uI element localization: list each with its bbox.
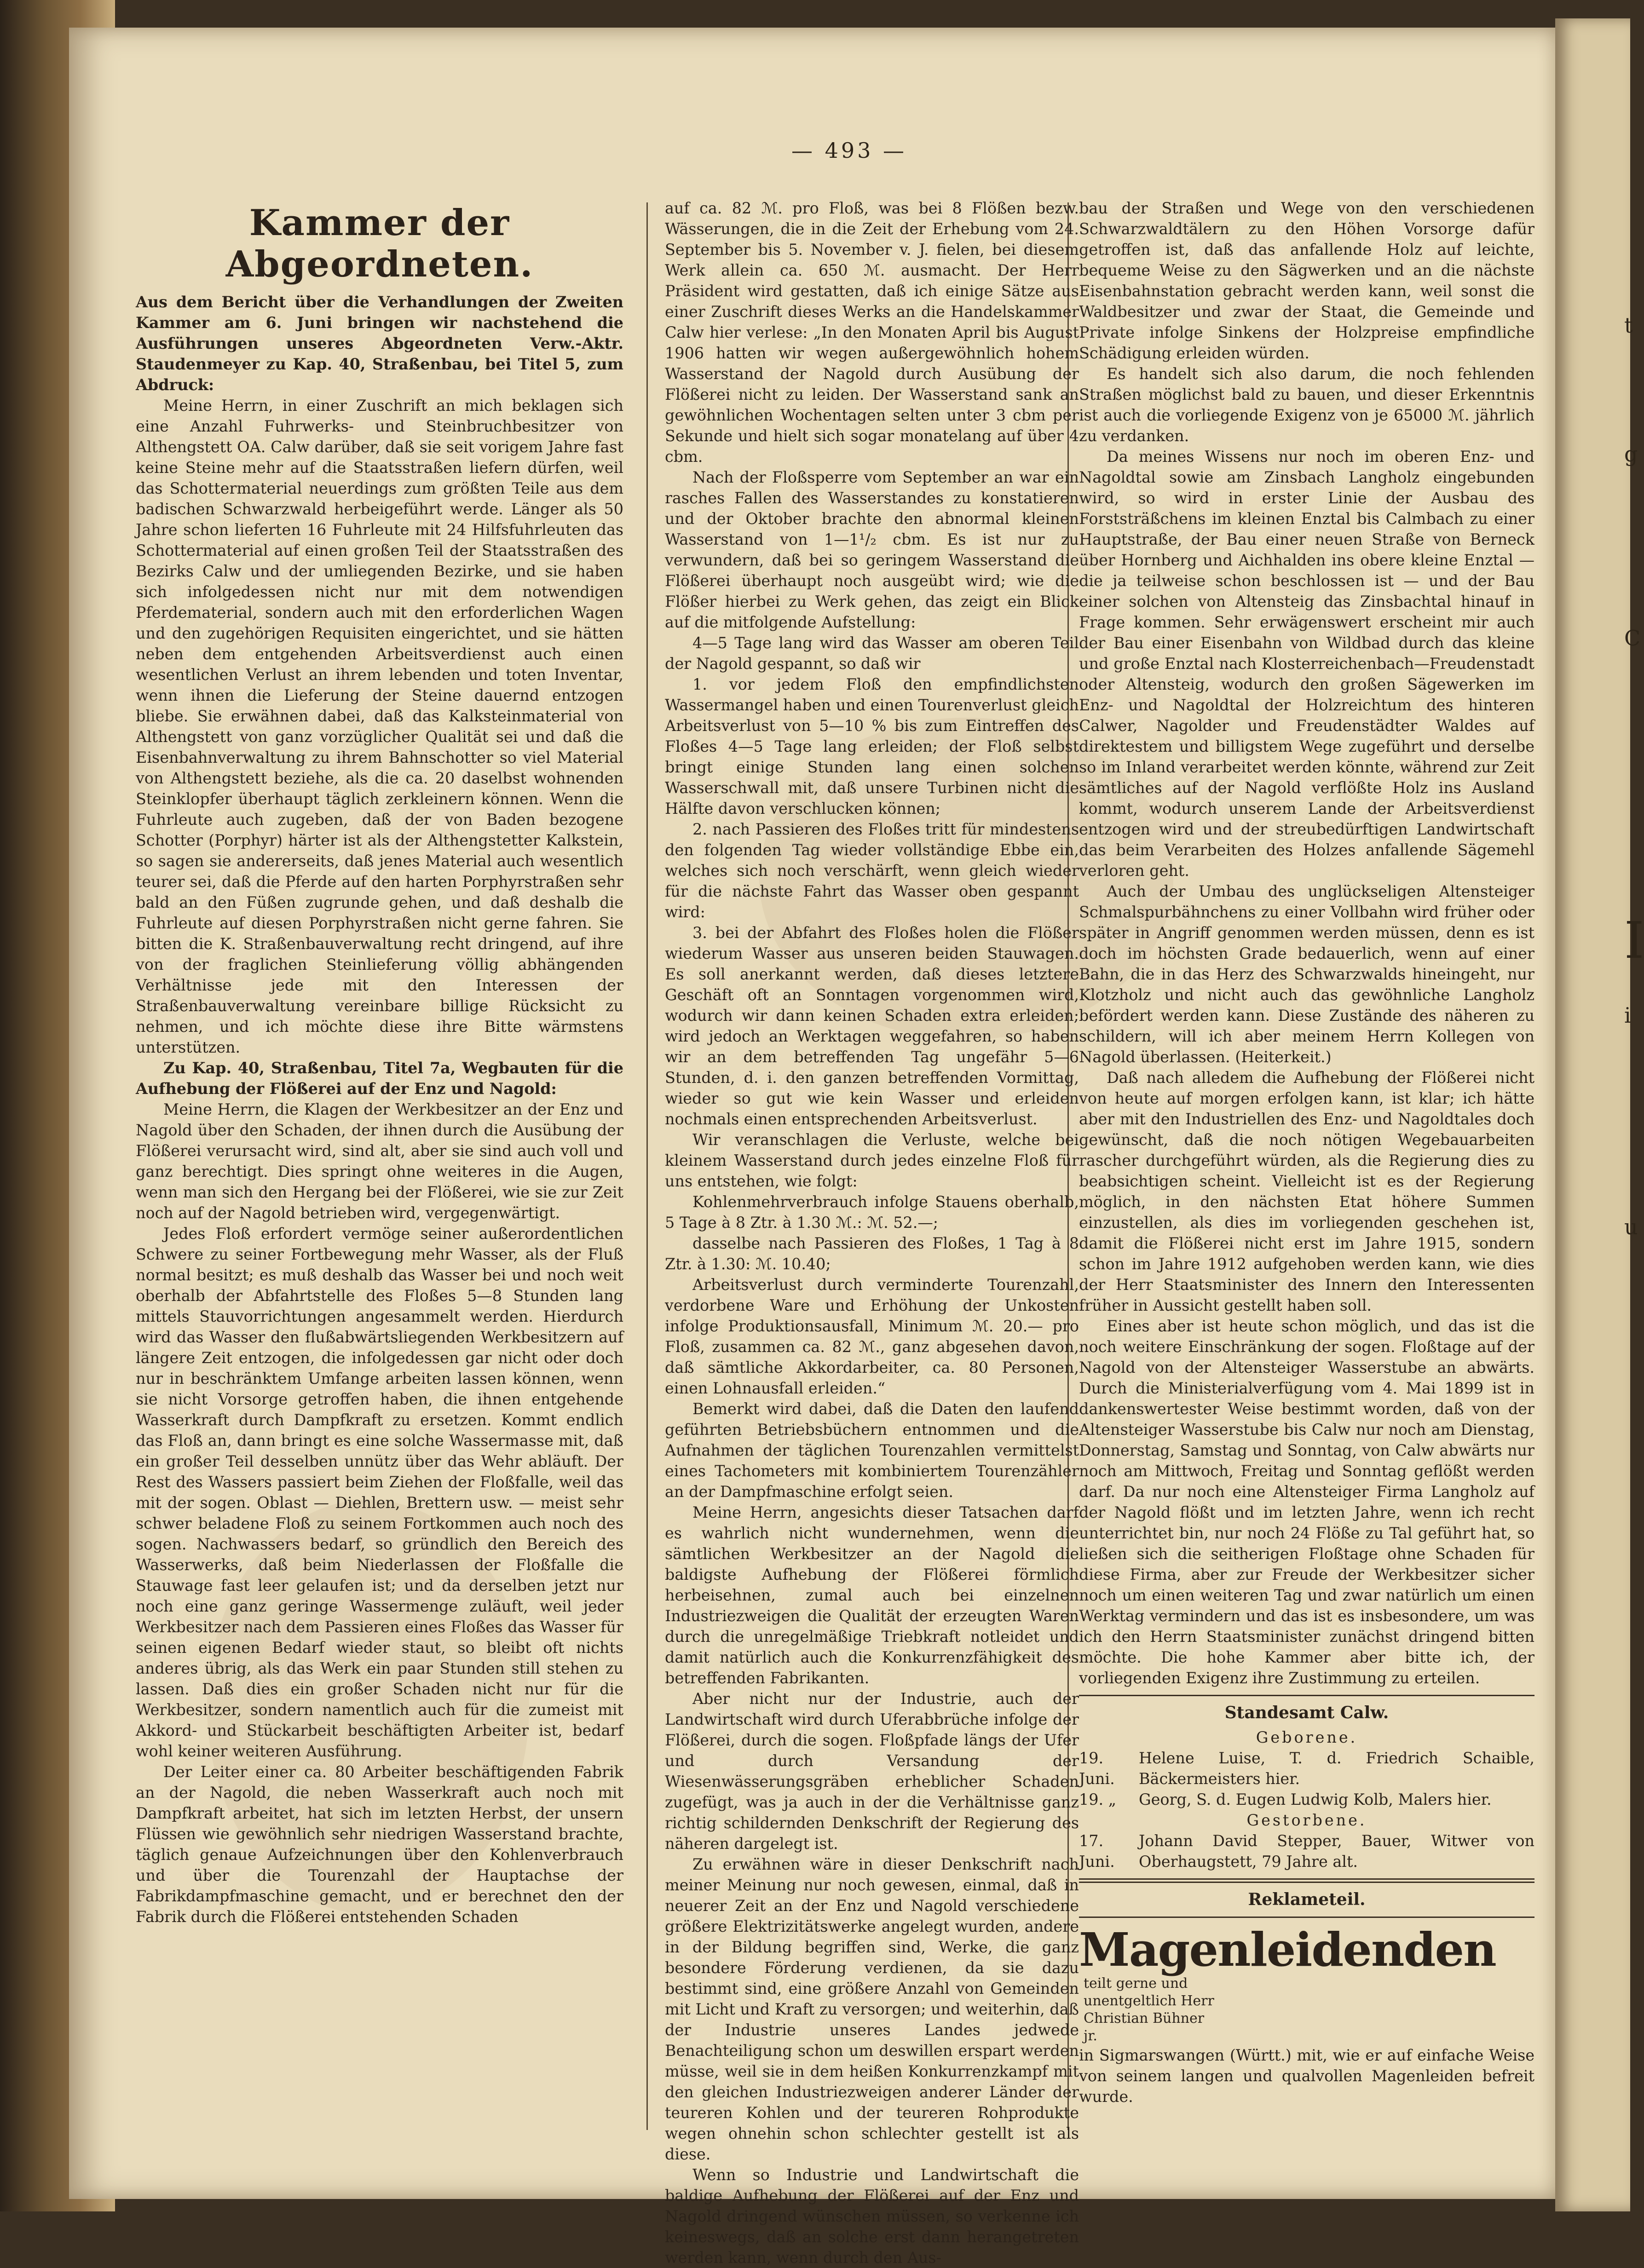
paragraph: Jedes Floß erfordert vermöge seiner außerordentlichen Schwere zu seiner Fortbewegung mehr Wasser, als der Fluß normal besitzt; es muß deshalb das Wasser bei und noch weit oberhalb der Abfahrtstelle des Floßes 5—8 Stunden lang mittels Stauvorrichtungen angesammelt werden. Hierdurch wird das Wasser den flußabwärtsliegenden Werkbesitzern auf längere Zeit entzogen, die infolgedessen gar nicht oder doch nur in beschränktem Umfange arbeiten lassen können, wenn sie nicht Vorsorge getroffen haben, die ihnen entgehende Wasserkraft durch Dampfkraft zu ersetzen. Kommt endlich das Floß an, dann bringt es eine solche Wassermasse mit, daß ein großer Teil desselben unnütz über das Wehr abläuft. Der Rest des Wassers passiert beim Ziehen der Floßfalle, weil das mit der sogen. Oblast — Diehlen, Brettern usw. — meist sehr schwer beladene Floß zu seinem Fortkommen auch noch des sogen. Nachwassers bedarf, so gründlich den Bereich des Wasserwerks, daß beim Niederlassen der Floßfalle die Stauwage fast leer gelaufen ist; und da derselben jetzt nur noch eine ganz geringe Wassermenge zuläuft, weil jeder Werkbesitzer nach dem Passieren eines Floßes das Wasser für seinen eigenen Bedarf wieder staut, so bleibt oft nichts anderes übrig, als das Werk ein paar Stunden still stehen zu lassen. Daß dies ein großer Schaden nicht nur für die Werkbesitzer, sondern namentlich auch für die zumeist mit Akkord- und Stückarbeit beschäftigten Arbeiter ist, bedarf wohl keiner weiteren Ausführung. bbox=[136, 1225, 623, 1760]
paragraph: Meine Herrn, die Klagen der Werkbesitzer an der Enz und Nagold über den Schaden, der ihnen durch die Ausübung der Flößerei verursacht wird, sind alt, aber sie sind auch voll und ganz berechtigt. Dies springt ohne weiteres in die Augen, wenn man sich den Hergang bei der Flößerei, wie sie zur Zeit noch auf der Nagold betrieben wird, vergegenwärtigt. bbox=[136, 1100, 623, 1222]
ad-sidetext: teilt gerne und unentgeltlich Herr Christian Bühner jr. bbox=[1084, 1975, 1214, 2044]
paragraph: Bemerkt wird dabei, daß die Daten den laufend geführten Betriebsbüchern entnommen und die Aufnahmen der täglichen Tourenzahlen vermittelst eines Tachometers mit kombiniertem Tourenzähler an der Dampfmaschine erfolgt seien. bbox=[665, 1400, 1079, 1501]
edge-glyph: u bbox=[1624, 1215, 1638, 1239]
paragraph: Kohlenmehrverbrauch infolge Stauens oberhalb, 5 Tage à 8 Ztr. à 1.30 ℳ.: ℳ. 52.—; bbox=[665, 1193, 1079, 1232]
column-3 bbox=[1079, 198, 1534, 2151]
article-heading: Kammer der Abgeordneten. bbox=[225, 202, 534, 285]
section-divider bbox=[1079, 1695, 1534, 1696]
paragraph: Wir veranschlagen die Verluste, welche bei kleinem Wasserstand durch jedes einzelne Floß für uns entstehen, wie folgt: bbox=[665, 1131, 1079, 1190]
edge-glyph: g bbox=[1624, 442, 1638, 466]
paragraph: 3. bei der Abfahrt des Floßes holen die Flößer wiederum Wasser aus unseren beiden Stauwagen. Es soll anerkannt werden, daß dieses letztere Geschäft oft an Sonntagen vorgenommen wird, wodurch wir dann keinen Schaden extra erleiden; wird jedoch an Werktagen weggefahren, so haben wir an dem betreffenden Tag ungefähr 5—6 Stunden, d. i. den ganzen betreffenden Vormittag, wieder so gut wie kein Wasser und erleiden nochmals einen entsprechenden Arbeitsverlust. bbox=[665, 924, 1079, 1128]
paragraph: 1. vor jedem Floß den empfindlichsten Wassermangel haben und einen Tourenverlust gleich Arbeitsverlust von 5—10 % bis zum Eintreffen des Floßes 4—5 Tage lang erleiden; der Floß selbst bringt einige Stunden lang einen solchen Wasserschwall mit, daß unsere Turbinen nicht die Hälfte davon verschlucken können; bbox=[665, 675, 1079, 817]
paragraph: Der Leiter einer ca. 80 Arbeiter beschäftigenden Fabrik an der Nagold, die neben Wasserkraft auch noch mit Dampfkraft arbeitet, hat sich im letzten Herbst, der unsern Flüssen wie gewöhnlich sehr niedrigen Wasserstand brachte, täglich genaue Aufzeichnungen über den Kohlenverbrauch und über die Tourenzahl der Hauptachse der Fabrikdampfmaschine gemacht, und er berechnet den der Fabrik durch die Flößerei entstehenden Schaden bbox=[136, 1763, 623, 1926]
registry-title: Standesamt Calw. bbox=[1224, 1703, 1389, 1722]
article-intro: Aus dem Bericht über die Verhandlungen der Zweiten Kammer am 6. Juni bringen wir nachstehend die Ausführungen unseres Abgeordneten Verw.-Aktr. Staudenmeyer zu Kap. 40, Straßenbau, bei Titel 5, zum Abdruck: bbox=[136, 293, 623, 394]
edge-glyph: t bbox=[1624, 313, 1633, 338]
advertisement bbox=[1079, 1924, 1534, 2107]
edge-glyph: C bbox=[1624, 626, 1641, 650]
births-table bbox=[1079, 1748, 1534, 1810]
registry-entry: Georg, S. d. Eugen Ludwig Kolb, Malers hier. bbox=[1139, 1790, 1492, 1808]
registry-entry: Johann David Stepper, Bauer, Witwer von Oberhaugstett, 79 Jahre alt. bbox=[1139, 1832, 1534, 1871]
edge-glyph: I bbox=[1624, 911, 1644, 970]
page-number: — 493 — bbox=[791, 138, 907, 163]
paragraph: Nach der Floßsperre vom September an war ein rasches Fallen des Wasserstandes zu konstatieren und der Oktober brachte den abnormal kleinen Wasserstand von 1—1¹/₂ cbm. Es ist nur zu verwundern, daß bei so geringem Wasserstand die Flößerei überhaupt noch ausgeübt wird; wie die Flößer hierbei zu Werk gehen, das zeigt ein Blick auf die mitfolgende Aufstellung: bbox=[665, 468, 1079, 631]
registry-date: 19. „ bbox=[1079, 1790, 1117, 1808]
adjacent-page-edge bbox=[1555, 18, 1644, 2211]
table-row bbox=[1079, 1831, 1534, 1872]
paragraph: Zu erwähnen wäre in dieser Denkschrift nach meiner Meinung nur noch gewesen, einmal, daß in neuerer Zeit an der Enz und Nagold verschiedene größere Elektrizitätswerke angelegt wurden, andere in der Bildung begriffen sind, Werke, die ganz besondere Förderung verdienen, da sie dazu bestimmt sind, eine größere Anzahl von Gemeinden mit Licht und Kraft zu versorgen; und weiterhin, daß der Industrie unseres Landes jedwede Benachteiligung schon um deswillen erspart werden müsse, weil sie in dem heißen Konkurrenzkampf mit den gleichen Industriezweigen anderer Länder der teureren Kohlen und der teureren Rohprodukte wegen ohnehin schon schlechter gestellt ist als diese. bbox=[665, 1855, 1079, 2163]
registry-entry: Helene Luise, T. d. Friedrich Schaible, Bäckermeisters hier. bbox=[1139, 1749, 1534, 1788]
ad-section-title: Reklameteil. bbox=[1248, 1890, 1366, 1909]
deaths-label: Gestorbene. bbox=[1246, 1811, 1367, 1829]
paragraph: Auch der Umbau des unglückseligen Altensteiger Schmalspurbähnchens zu einer Vollbahn wird früher oder später in Angriff genommen werden müssen, denn es ist doch im höchsten Grade bedauerlich, wenn auf einer Bahn, die in das Herz des Schwarzwalds hineingeht, nur Klotzholz und nicht auch das gewöhnliche Langholz befördert werden kann. Diese Zustände des näheren zu schildern, will ich aber meinem Herrn Kollegen von Nagold überlassen. (Heiterkeit.) bbox=[1079, 882, 1534, 1066]
registry-date: 17. Juni. bbox=[1079, 1832, 1115, 1871]
paragraph: Aber nicht nur der Industrie, auch der Landwirtschaft wird durch Uferabbrüche infolge der Flößerei, durch die sogen. Floßpfade längs der Ufer und durch Versandung der Wiesenwässerungsgräben erheblicher Schaden zugefügt, was ja auch in der die Verhältnisse ganz richtig schildernden Denkschrift der Regierung des näheren dargelegt ist. bbox=[665, 1690, 1079, 1853]
paragraph: Daß nach alledem die Aufhebung der Flößerei nicht von heute auf morgen erfolgen kann, ist klar; ich hätte aber mit den Industriellen des Enz- und Nagoldtales doch gewünscht, daß die noch nötigen Wegebauarbeiten rascher durchgeführt würden, als die Regierung dies zu beabsichtigen scheint. Vielleicht ist es der Regierung möglich, in den nächsten Etat höhere Summen einzustellen, als dies im vorliegenden geschehen ist, damit die Flößerei nicht erst im Jahre 1915, sondern schon im Jahre 1912 aufgehoben werden kann, wie dies der Herr Staatsminister des Innern den Interessenten früher in Aussicht gestellt haben soll. bbox=[1079, 1069, 1534, 1314]
section-divider bbox=[1079, 1917, 1534, 1918]
column-rule bbox=[646, 202, 648, 2130]
paragraph: 2. nach Passieren des Floßes tritt für mindestens den folgenden Tag wieder vollständige Ebbe ein, welches sich noch verschärft, wenn gleich wieder für die nächste Fahrt das Wasser oben gespannt wird: bbox=[665, 820, 1079, 921]
paragraph: Wenn so Industrie und Landwirtschaft die baldige Aufhebung der Flößerei auf der Enz und Nagold dringend wünschen müssen, so verkenne ich keineswegs, daß an solche erst dann herangetreten werden kann, wenn durch den Aus- bbox=[665, 2166, 1079, 2267]
paragraph: dasselbe nach Passieren des Floßes, 1 Tag à 8 Ztr. à 1.30: ℳ. 10.40; bbox=[665, 1234, 1079, 1273]
table-row bbox=[1079, 1789, 1534, 1810]
table-row bbox=[1079, 1748, 1534, 1789]
paragraph: Da meines Wissens nur noch im oberen Enz- und Nagoldtal sowie am Zinsbach Langholz eingebunden wird, so wird in erster Linie der Ausbau des Forststräßchens im kleinen Enztal bis Calmbach zu einer Hauptstraße, der Bau einer neuen Straße von Berneck über Hornberg und Aichhalden ins obere kleine Enztal — die ja teilweise schon beschlossen ist — und der Bau einer solchen von Altensteig das Zinsbachtal hinauf in Frage kommen. Sehr erwägenswert erscheint mir auch der Bau einer Eisenbahn von Wildbad durch das kleine und große Enztal nach Klosterreichenbach—Freudenstadt oder Altensteig, wodurch den großen Sägewerken im Enz- und Nagoldtal der Holzreichtum des hinteren Calwer, Nagolder und Freudenstädter Waldes auf direktestem und billigstem Wege zugeführt und derselbe so im Inland verarbeitet werden könnte, während zur Zeit sämtliches auf der Nagold verflößte Holz ins Ausland kommt, wodurch unserem Lande der Arbeitsverdienst entzogen wird und der streubedürftigen Landwirtschaft das beim Verarbeiten des Holzes anfallende Sägemehl verloren geht. bbox=[1079, 448, 1534, 880]
paragraph: auf ca. 82 ℳ. pro Floß, was bei 8 Flößen bezw. Wässerungen, die in die Zeit der Erhebung vom 24. September bis 5. November v. J. fielen, bei diesem Werk allein ca. 650 ℳ. ausmacht. Der Herr Präsident wird gestatten, daß ich einige Sätze aus einer Zuschrift dieses Werks an die Handelskammer Calw hier verlese: „In den Monaten April bis August 1906 hatten wir wegen außergewöhnlich hohem Wasserstand der Nagold durch Ausübung der Flößerei nicht zu leiden. Der Wasserstand sank an gewöhnlichen Wochentagen selten unter 3 cbm per Sekunde und hielt sich sogar monatelang auf über 4 cbm. bbox=[665, 199, 1079, 466]
paragraph: Meine Herrn, in einer Zuschrift an mich beklagen sich eine Anzahl Fuhrwerks- und Steinbruchbesitzer von Althengstett OA. Calw darüber, daß sie seit vorigem Jahre fast keine Steine mehr auf die Staatsstraßen liefern dürfen, weil das Schottermaterial neuerdings zum größten Teile aus dem badischen Schwarzwald herbeigeführt werde. Länger als 50 Jahre schon lieferten 16 Fuhrleute mit 24 Hilfsfuhrleuten das Schottermaterial auf einen großen Teil der Staatsstraßen des Bezirks Calw und der umliegenden Bezirke, und sie haben sich infolgedessen nicht nur mit dem notwendigen Pferdematerial, sondern auch mit den erforderlichen Wagen und den zugehörigen Requisiten eingerichtet, und sie hätten neben dem entgehenden Arbeitsverdienst auch einen wesentlichen Verlust an ihrem lebenden und toten Inventar, wenn ihnen die Lieferung der Steine dauernd entzogen bliebe. Sie erwähnen dabei, daß das Kalksteinmaterial von Althengstett von ganz vorzüglicher Qualität sei und daß die Eisenbahnverwaltung zu ihrem Bahnschotter so viel Material von Althengstett beziehe, als die ca. 20 daselbst wohnenden Steinklopfer überhaupt täglich zerkleinern können. Wenn die Fuhrleute auch zugeben, daß der von Baden bezogene Schotter (Porphyr) härter ist als der Althengstetter Kalkstein, so sagen sie andererseits, daß jenes Material auch wesentlich teurer sei, daß die Pferde auf den harten Porphyrstraßen sehr bald an den Füßen zugrunde gehen, und daß deshalb die Fuhrleute auf diesen Porphyrstraßen nicht gerne fahren. Sie bitten die K. Straßenbauverwaltung recht dringend, auf ihre von der fraglichen Steinlieferung völlig abhängenden Verhältnisse jede mit den Interessen der Straßenbauverwaltung vereinbare billige Rücksicht zu nehmen, und ich möchte diese ihre Bitte wärmstens unterstützen. bbox=[136, 397, 623, 1056]
subheading: Zu Kap. 40, Straßenbau, Titel 7a, Wegbauten für die Aufhebung der Flößerei auf der Enz und Nagold: bbox=[136, 1059, 623, 1098]
ad-body: in Sigmarswangen (Württ.) mit, wie er auf einfache Weise von seinem langen und qualvollen Magenleiden befreit wurde. bbox=[1079, 2046, 1534, 2106]
paragraph: Es handelt sich also darum, die noch fehlenden Straßen möglichst bald zu bauen, und dieser Erkenntnis ist auch die vorliegende Exigenz von je 65000 ℳ. jährlich zu verdanken. bbox=[1079, 365, 1534, 445]
paragraph: Eines aber ist heute schon möglich, und das ist die noch weitere Einschränkung der sogen. Floßtage auf der Nagold von der Altensteiger Wasserstube an abwärts. Durch die Ministerialverfügung vom 4. Mai 1899 ist in dankenswertester Weise bestimmt worden, daß von der Altensteiger Wasserstube bis Calw nur noch am Dienstag, Donnerstag, Samstag und Sonntag, von Calw abwärts nur noch am Mittwoch, Freitag und Sonntag geflößt werden darf. Da nur noch eine Altensteiger Firma Langholz auf der Nagold flößt und im letzten Jahre, wenn ich recht unterrichtet bin, nur noch 24 Flöße zu Tal geführt hat, so ließen sich die seitherigen Floßtage ohne Schaden für diese Firma, aber zur Freude der Werkbesitzer sicher noch um einen weiteren Tag und zwar natürlich um einen Werktag vermindern und das ist es insbesondere, um was ich den Herrn Staatsminister zunächst dringend bitten möchte. Die hohe Kammer aber bitte ich, der vorliegenden Exigenz ihre Zustimmung zu erteilen. bbox=[1079, 1317, 1534, 1687]
column-1 bbox=[136, 198, 623, 2151]
edge-glyph: i bbox=[1624, 1003, 1631, 1028]
deaths-table bbox=[1079, 1831, 1534, 1872]
paragraph: Meine Herrn, angesichts dieser Tatsachen darf es wahrlich nicht wundernehmen, wenn die sämtlichen Werkbesitzer an der Nagold die baldigste Aufhebung der Flößerei förmlich herbeisehnen, zumal auch bei einzelnen Industriezweigen die Qualität der erzeugten Waren durch die unregelmäßige Triebkraft notleidet und damit natürlich auch die Konkurrenzfähigkeit des betreffenden Fabrikanten. bbox=[665, 1503, 1079, 1687]
births-label: Geborene. bbox=[1256, 1728, 1358, 1746]
paragraph: Arbeitsverlust durch verminderte Tourenzahl, verdorbene Ware und Erhöhung der Unkosten infolge Produktionsausfall, Minimum ℳ. 20.— pro Floß, zusammen ca. 82 ℳ., ganz abgesehen davon, daß sämtliche Akkordarbeiter, ca. 80 Personen, einen Lohnausfall erleiden.“ bbox=[665, 1276, 1079, 1397]
section-divider bbox=[1079, 1878, 1534, 1883]
column-2 bbox=[665, 198, 1079, 2267]
paragraph: 4—5 Tage lang wird das Wasser am oberen Teil der Nagold gespannt, so daß wir bbox=[665, 634, 1079, 673]
paragraph: bau der Straßen und Wege von den verschiedenen Schwarzwaldtälern zu den Höhen Vorsorge dafür getroffen ist, daß das anfallende Holz auf leichte, bequeme Weise zu den Sägwerken und an die nächste Eisenbahnstation gebracht werden kann, weil sonst die Waldbesitzer und zwar der Staat, die Gemeinde und Private infolge Sinkens der Holzpreise empfindliche Schädigung erleiden würden. bbox=[1079, 199, 1534, 362]
ad-headline: Magenleidenden bbox=[1079, 1923, 1496, 1977]
registry-date: 19. Juni. bbox=[1079, 1749, 1115, 1788]
